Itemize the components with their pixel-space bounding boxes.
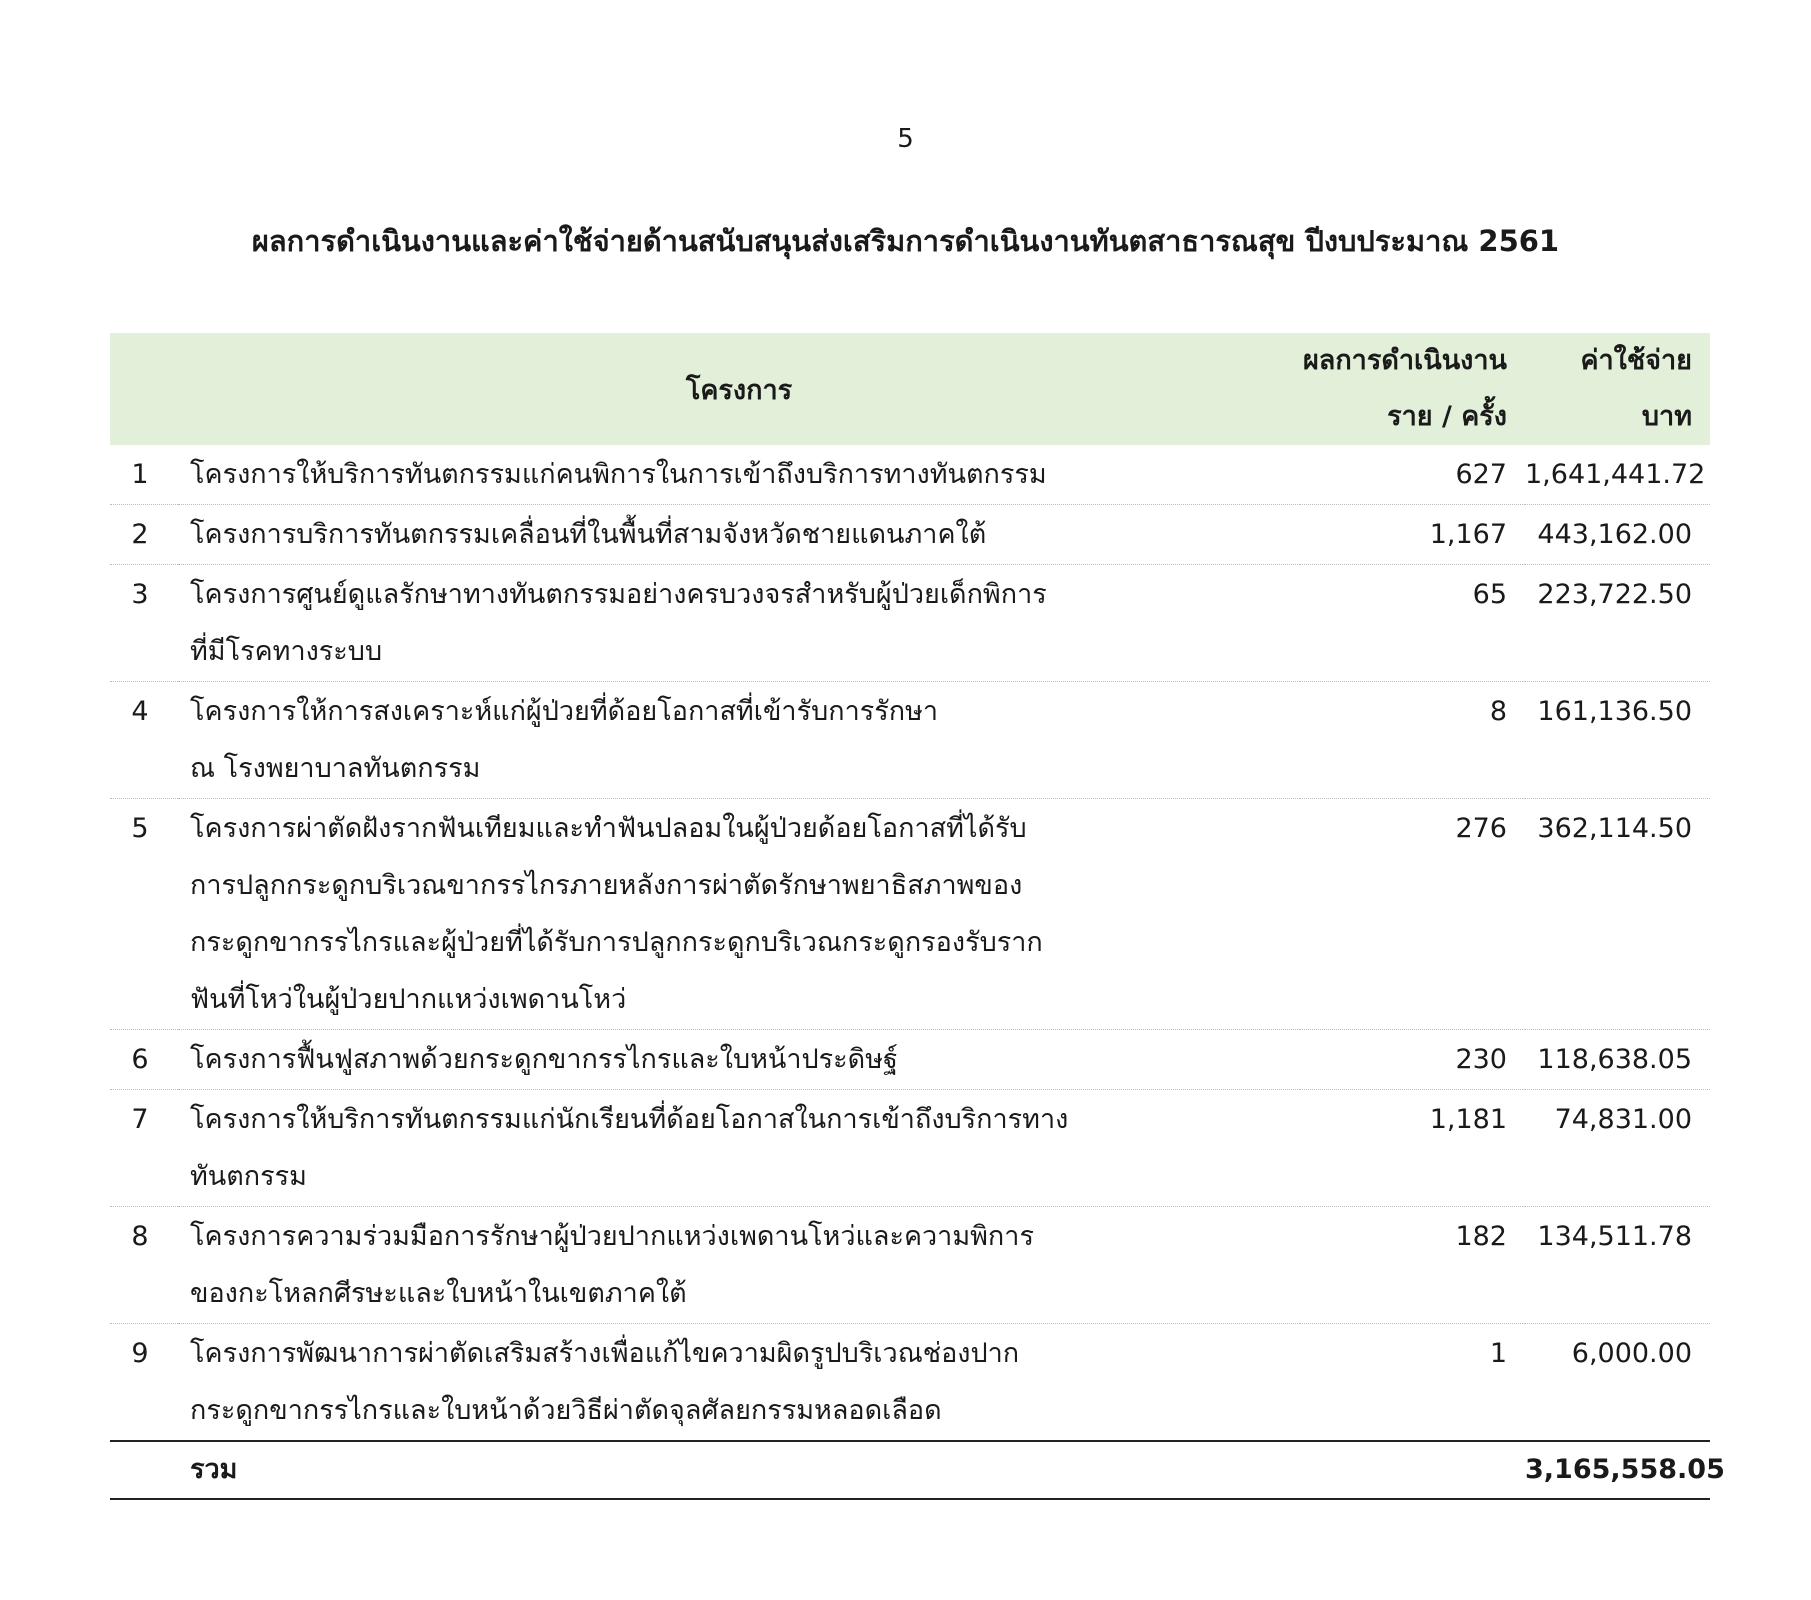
- row-project-name: โครงการศูนย์ดูแลรักษาทางทันตกรรมอย่างครบวงจรสำหรับผู้ป่วยเด็กพิการ ที่มีโรคทางระบบ: [178, 565, 1300, 682]
- row-project-name: โครงการบริการทันตกรรมเคลื่อนที่ในพื้นที่สามจังหวัดชายแดนภาคใต้: [178, 505, 1300, 565]
- row-performance-count: 1,167: [1300, 505, 1525, 565]
- table-row: [110, 1324, 1710, 1442]
- header-cost: [1525, 333, 1710, 445]
- row-project-name: โครงการให้การสงเคราะห์แก่ผู้ป่วยที่ด้อยโอกาสที่เข้ารับการรักษา ณ โรงพยาบาลทันตกรรม: [178, 682, 1300, 799]
- page-number: 5: [897, 124, 914, 154]
- row-project-name: โครงการพัฒนาการผ่าตัดเสริมสร้างเพื่อแก้ไขความผิดรูปบริเวณช่องปาก กระดูกขากรรไกรและใบหน้าด้วยวิธีผ่าตัดจุลศัลยกรรมหลอดเลือด: [190, 1338, 1020, 1426]
- row-performance-count: 276: [1300, 799, 1525, 1030]
- table-row: [110, 799, 1710, 1030]
- row-cost: 223,722.50: [1525, 565, 1710, 682]
- row-project-name: โครงการผ่าตัดฝังรากฟันเทียมและทำฟันปลอมในผู้ป่วยด้อยโอกาสที่ได้รับ การปลูกกระดูกบริเวณขากรรไกรภายหลังการผ่าตัดรักษาพยาธิสภาพของ กระดูกขากรรไกรและผู้ป่วยที่ได้รับการปลูกกระดูกบริเวณกระดูกรองรับราก ฟันที่โหว่ในผู้ป่วยปากแหว่งเพดานโหว่: [178, 799, 1300, 1030]
- header-performance-line1: ผลการดำเนินงาน: [1302, 345, 1507, 376]
- table-footer: [110, 1441, 1725, 1499]
- row-cost: 1,641,441.72: [1525, 445, 1710, 505]
- row-cost: 6,000.00: [1571, 1338, 1692, 1369]
- row-cost: 118,638.05: [1525, 1030, 1710, 1090]
- row-cost: 74,831.00: [1525, 1090, 1710, 1207]
- project-cost-table: [110, 333, 1725, 1500]
- row-performance-count: 1,181: [1300, 1090, 1525, 1207]
- row-cost: 134,511.78: [1525, 1207, 1710, 1324]
- header-cost-line1: ค่าใช้จ่าย: [1580, 345, 1692, 376]
- header-row: [110, 333, 1710, 445]
- row-number: 2: [110, 505, 178, 565]
- header-performance-line2: ราย / ครั้ง: [1387, 401, 1507, 432]
- table-row: [110, 565, 1710, 682]
- row-project-name: โครงการความร่วมมือการรักษาผู้ป่วยปากแหว่งเพดานโหว่และความพิการ ของกะโหลกศีรษะและใบหน้าในเขตภาคใต้: [178, 1207, 1300, 1324]
- row-number: 8: [110, 1207, 178, 1324]
- header-cost-line2: บาท: [1641, 401, 1692, 432]
- row-performance-count: 65: [1300, 565, 1525, 682]
- row-number: 1: [110, 445, 178, 505]
- row-number: 5: [110, 799, 178, 1030]
- header-project: โครงการ: [178, 333, 1300, 445]
- table-row: [110, 1030, 1710, 1090]
- total-number-cell: [110, 1441, 178, 1499]
- row-performance-count: 627: [1300, 445, 1525, 505]
- row-number: 6: [110, 1030, 178, 1090]
- total-cost: 3,165,558.05: [1525, 1441, 1710, 1499]
- table-body: [110, 445, 1710, 1441]
- row-number: 7: [110, 1090, 178, 1207]
- row-performance-count: 230: [1300, 1030, 1525, 1090]
- row-performance-count: 8: [1300, 682, 1525, 799]
- total-count-cell: [1300, 1441, 1525, 1499]
- row-performance-count: 1: [1489, 1338, 1507, 1369]
- table-row: [110, 1207, 1710, 1324]
- row-project-name: โครงการฟื้นฟูสภาพด้วยกระดูกขากรรไกรและใบหน้าประดิษฐ์: [178, 1030, 1300, 1090]
- header-number: [110, 333, 178, 445]
- table-row: [110, 445, 1710, 505]
- row-cost: 161,136.50: [1525, 682, 1710, 799]
- table-header: [110, 333, 1710, 445]
- row-number: 3: [110, 565, 178, 682]
- table-row: [110, 1090, 1710, 1207]
- header-performance: [1300, 333, 1525, 445]
- table-row: [110, 505, 1710, 565]
- row-number: 9: [131, 1338, 149, 1369]
- total-label: รวม: [178, 1441, 1300, 1499]
- row-project-name: โครงการให้บริการทันตกรรมแก่คนพิการในการเข้าถึงบริการทางทันตกรรม: [178, 445, 1300, 505]
- row-cost: 362,114.50: [1525, 799, 1710, 1030]
- row-cost: 443,162.00: [1525, 505, 1710, 565]
- row-number: 4: [110, 682, 178, 799]
- row-performance-count: 182: [1300, 1207, 1525, 1324]
- total-row: [110, 1441, 1710, 1499]
- document-title: ผลการดำเนินงานและค่าใช้จ่ายด้านสนับสนุนส่งเสริมการดำเนินงานทันตสาธารณสุข ปีงบประมาณ 2561: [251, 224, 1560, 258]
- row-project-name: โครงการให้บริการทันตกรรมแก่นักเรียนที่ด้อยโอกาสในการเข้าถึงบริการทาง ทันตกรรม: [178, 1090, 1300, 1207]
- table-row: [110, 682, 1710, 799]
